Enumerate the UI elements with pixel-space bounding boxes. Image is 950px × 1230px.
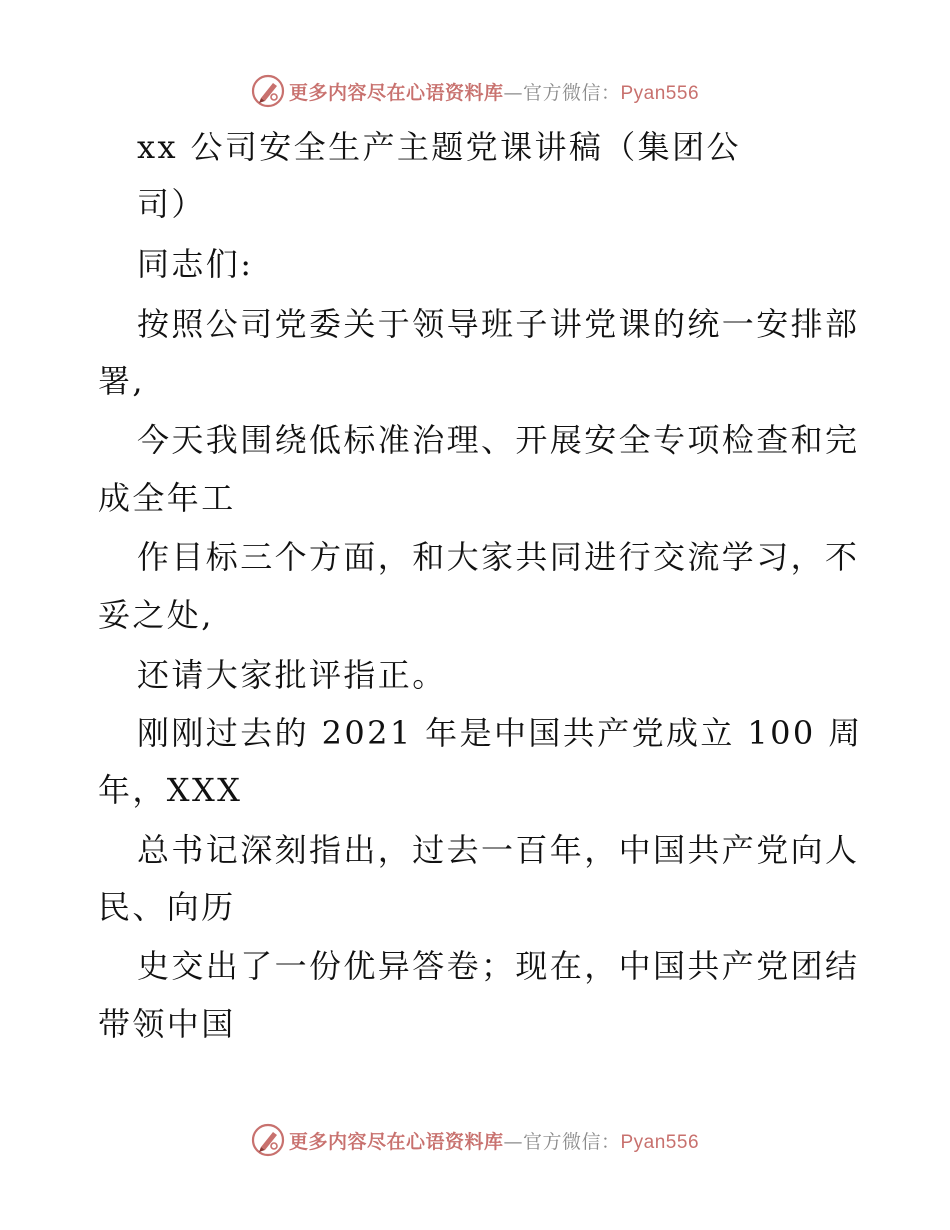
- footer-banner-main: 更多内容尽在心语资料库: [288, 1130, 504, 1153]
- footer-banner: [0, 1120, 950, 1160]
- title-line-2: 司）: [137, 185, 206, 223]
- header-banner-wechat-id: Pyan556: [620, 82, 700, 104]
- paragraph-line: 刚刚过去的 2021 年是中国共产党成立 100 周: [137, 714, 863, 752]
- paragraph-line: 作目标三个方面，和大家共同进行交流学习，不: [137, 538, 860, 576]
- pen-logo-icon: [251, 74, 285, 108]
- paragraph-line: 成全年工: [98, 479, 236, 517]
- footer-banner-separator: —: [503, 1130, 523, 1153]
- paragraph-line: 按照公司党委关于领导班子讲党课的统一安排部: [137, 305, 860, 343]
- footer-banner-wechat-id: Pyan556: [620, 1131, 700, 1153]
- title-line-1: xx 公司安全生产主题党课讲稿（集团公: [137, 128, 741, 166]
- header-banner-separator: —: [503, 81, 523, 104]
- salutation: 同志们:: [137, 245, 254, 283]
- paragraph-line: 妥之处,: [98, 596, 214, 634]
- paragraph-line: 署,: [98, 362, 145, 400]
- paragraph-line: 带领中国: [98, 1005, 236, 1043]
- paragraph-line: 年，XXX: [98, 771, 243, 809]
- header-banner-wechat-label: 官方微信：: [522, 81, 621, 104]
- footer-banner-text: [289, 1127, 699, 1154]
- paragraph-line: 史交出了一份优异答卷；现在，中国共产党团结: [137, 947, 860, 985]
- header-banner-text: [289, 78, 699, 105]
- paragraph-line: 还请大家批评指正。: [137, 656, 447, 694]
- paragraph-line: 今天我围绕低标准治理、开展安全专项检查和完: [137, 421, 860, 459]
- footer-banner-wechat-label: 官方微信：: [522, 1130, 621, 1153]
- header-banner-main: 更多内容尽在心语资料库: [288, 81, 504, 104]
- paragraph-line: 总书记深刻指出，过去一百年，中国共产党向人: [137, 831, 860, 869]
- paragraph-line: 民、向历: [98, 888, 236, 926]
- header-banner: [0, 71, 950, 111]
- pen-logo-icon: [251, 1123, 285, 1157]
